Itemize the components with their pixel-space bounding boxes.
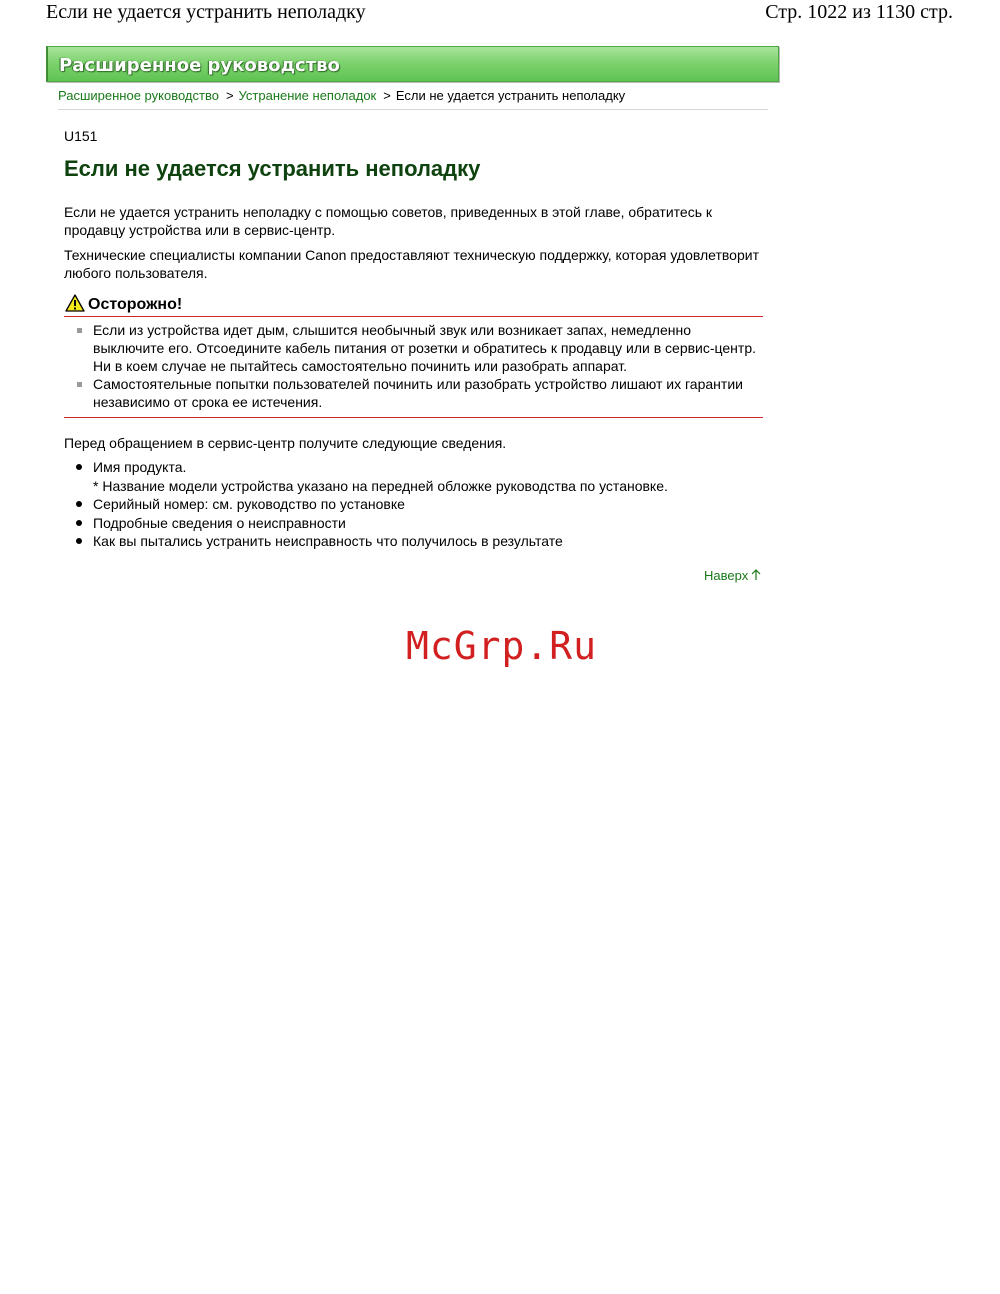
breadcrumb-link-troubleshooting[interactable]: Устранение неполадок	[238, 88, 377, 103]
bullet-icon	[76, 501, 82, 507]
caution-box	[64, 294, 763, 418]
list-item-note: * Название модели устройства указано на передней обложке руководства по установке.	[93, 477, 668, 494]
square-bullet-icon	[77, 382, 82, 387]
info-list	[64, 458, 764, 551]
breadcrumb	[58, 88, 768, 110]
caution-heading	[64, 294, 763, 317]
back-to-top-label: Наверх	[704, 568, 749, 583]
document-title: Если не удается устранить неполадку	[46, 1, 366, 23]
before-contact-text: Перед обращением в сервис-центр получите следующие сведения.	[64, 435, 507, 451]
warning-triangle-icon	[65, 294, 85, 312]
arrow-up-icon	[751, 569, 761, 581]
intro-paragraph: Технические специалисты компании Canon предоставляют техническую поддержку, которая удовлетворит любого пользователя.	[64, 247, 759, 281]
list-item	[64, 532, 764, 551]
list-item	[64, 458, 764, 495]
list-item-text: Как вы пытались устранить неисправность что получилось в результате	[93, 533, 563, 549]
list-item-text: Подробные сведения о неисправности	[93, 514, 346, 531]
caution-item	[64, 375, 763, 411]
page-title: Если не удается устранить неполадку	[64, 156, 481, 181]
page-number: Стр. 1022 из 1130 стр.	[765, 1, 953, 23]
bullet-icon	[76, 464, 82, 470]
list-item	[64, 514, 764, 533]
back-to-top-link[interactable]	[704, 568, 761, 583]
list-item-text: Серийный номер: см. руководство по установке	[93, 496, 405, 512]
list-item	[64, 495, 764, 514]
watermark: McGrp.Ru	[406, 624, 598, 668]
breadcrumb-link-advanced-guide[interactable]: Расширенное руководство	[58, 88, 219, 103]
caution-heading-text: Осторожно!	[88, 296, 183, 313]
list-item-text: Имя продукта.	[93, 459, 187, 475]
breadcrumb-separator: >	[225, 88, 234, 103]
caution-list	[64, 317, 763, 418]
page-code: U151	[64, 128, 98, 144]
section-banner	[46, 46, 779, 82]
bullet-icon	[76, 520, 82, 526]
caution-item-text: Если из устройства идет дым, слышится необычный звук или возникает запах, немедленно выключите его. Отсоедините кабель питания от розетки и обратитесь к продавцу или в сервис-центр. Ни в коем случае не пытайтесь самостоятельно починить или разобрать аппарат.	[93, 322, 757, 374]
breadcrumb-separator: >	[383, 88, 391, 103]
breadcrumb-current: Если не удается устранить неполадку	[395, 88, 626, 103]
caution-item-text: Самостоятельные попытки пользователей починить или разобрать устройство лишают их гарантии независимо от срока ее истечения.	[93, 376, 743, 410]
banner-label: Расширенное руководство	[59, 55, 340, 76]
square-bullet-icon	[77, 328, 82, 333]
intro-paragraph: Если не удается устранить неполадку с помощью советов, приведенных в этой главе, обратитесь к продавцу устройства или в сервис-центр.	[64, 204, 713, 238]
bullet-icon	[76, 538, 82, 544]
caution-item	[64, 321, 763, 375]
